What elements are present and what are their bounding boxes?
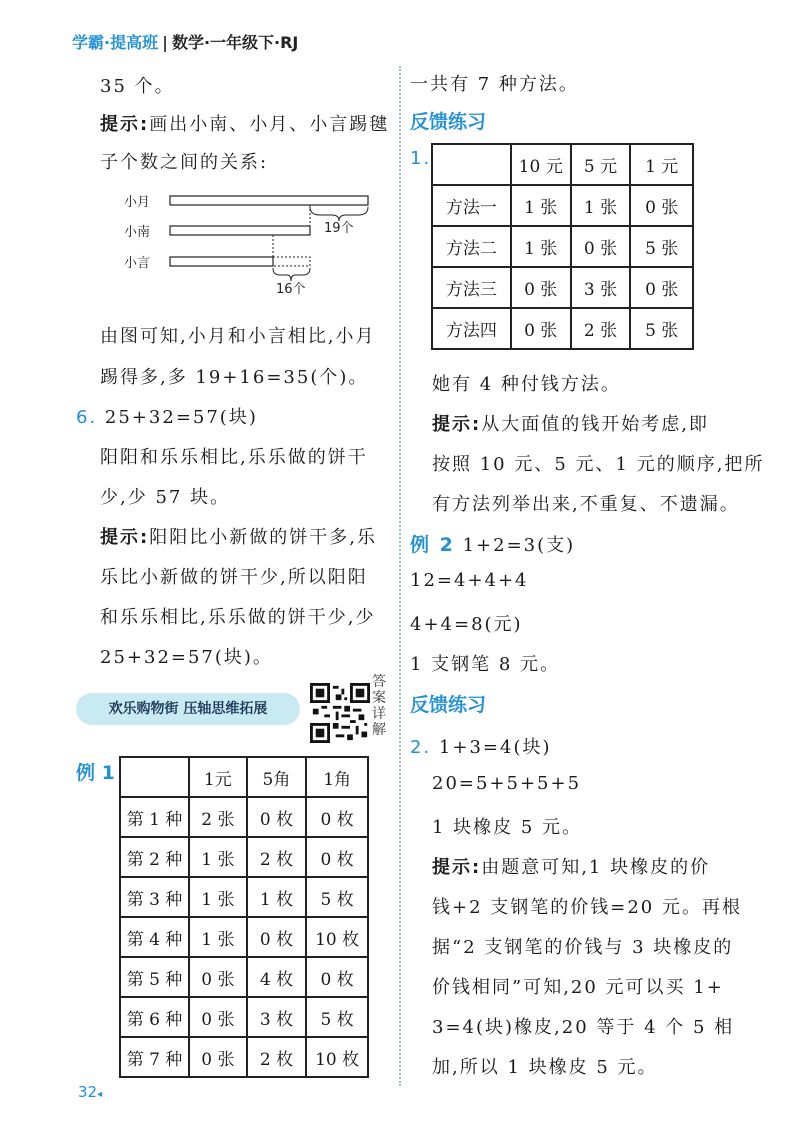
question-number: 6. (76, 407, 98, 428)
feedback-title-1: 反馈练习 (410, 111, 487, 133)
text-line: 阳阳和乐乐相比,乐乐做的饼干 (100, 447, 368, 468)
question-number-1: 1. (410, 148, 432, 169)
table-cell: 1元 (189, 757, 247, 797)
table-cell: 0 张 (511, 308, 571, 349)
table-cell: 方法一 (432, 185, 511, 226)
hint-text: 画出小南、小月、小言踢毽 (149, 114, 390, 135)
question-2 (410, 733, 552, 759)
table-cell: 1 张 (189, 877, 247, 917)
table-cell: 5 枚 (306, 877, 368, 917)
table-cell: 0 枚 (247, 917, 307, 957)
table-cell: 2 枚 (247, 1037, 307, 1077)
text-line: 价钱相同”可知,20 元可以买 1+ (432, 977, 724, 998)
text-line: 踢得多,多 19+16=35(个)。 (100, 367, 369, 388)
table-cell: 3 张 (571, 267, 631, 308)
hint-text: 由题意可知,1 块橡皮的价 (481, 857, 711, 878)
text-line: 有方法列举出来,不重复、不遗漏。 (432, 494, 740, 515)
table-cell: 5 张 (630, 226, 693, 267)
table-cell (120, 757, 189, 797)
text-line: 按照 10 元、5 元、1 元的顺序,把所 (432, 454, 765, 475)
table-cell: 第 2 种 (120, 837, 189, 877)
bar-xiaoyan (170, 257, 273, 266)
qr-label: 答案详解 (372, 674, 386, 738)
table-cell: 第 7 种 (120, 1037, 189, 1077)
table-cell: 方法二 (432, 226, 511, 267)
table-cell: 5 张 (630, 308, 693, 349)
table-row (120, 797, 368, 837)
table-row (432, 185, 693, 226)
table-cell: 4 枚 (247, 957, 307, 997)
table-cell: 方法三 (432, 267, 511, 308)
text-line: 35 个。 (100, 76, 175, 97)
text-line: 1 块橡皮 5 元。 (432, 817, 583, 838)
text-line: 她有 4 种付钱方法。 (432, 374, 621, 395)
page-header (72, 30, 298, 53)
diff-label-19: 19个 (324, 221, 354, 236)
text-line: 一共有 7 种方法。 (410, 74, 579, 95)
table-cell: 0 张 (630, 185, 693, 226)
hint-label: 提示: (432, 414, 482, 435)
table-cell: 1 张 (511, 185, 571, 226)
hint-paragraph (100, 110, 389, 136)
table-cell: 0 张 (630, 267, 693, 308)
example-2 (410, 530, 575, 557)
table-cell: 1 张 (189, 837, 247, 877)
table-cell: 1 张 (511, 226, 571, 267)
hint-label: 提示: (100, 114, 150, 135)
text-line: 钱+2 支钢笔的价钱=20 元。再根 (432, 897, 742, 918)
section-banner: 欢乐购物街 压轴思维拓展 (76, 693, 300, 725)
text-line: 子个数之间的关系: (100, 152, 269, 173)
table-cell: 0 张 (571, 226, 631, 267)
subject-title: 数学·一年级下·RJ (171, 33, 299, 52)
diff-label-16: 16个 (276, 282, 306, 297)
brace-top (310, 207, 368, 221)
coin-combination-table (119, 756, 369, 1078)
dashed-extension (273, 257, 310, 266)
bar-xiaonan (170, 226, 310, 235)
table-cell: 0 张 (189, 997, 247, 1037)
page-number-value: 32 (78, 1083, 98, 1101)
table-row (120, 837, 368, 877)
hint-text: 阳阳比小新做的饼干多,乐 (149, 527, 377, 548)
table-cell: 1 枚 (247, 877, 307, 917)
text-line: 12=4+4+4 (410, 570, 529, 591)
table-row (432, 308, 693, 349)
table-cell: 第 4 种 (120, 917, 189, 957)
table-cell: 0 张 (511, 267, 571, 308)
text-line: 和乐乐相比,乐乐做的饼干少,少 (100, 607, 376, 628)
hint-paragraph (100, 523, 377, 549)
table-cell: 第 3 种 (120, 877, 189, 917)
table-cell: 0 枚 (306, 797, 368, 837)
payment-methods-table (431, 143, 694, 350)
diagram-label-xiaoyue: 小月 (124, 195, 151, 210)
hint-text: 从大面值的钱开始考虑,即 (481, 414, 709, 435)
table-row (120, 877, 368, 917)
table-row (120, 1037, 368, 1077)
table-header-row (432, 144, 693, 185)
equation: 25+32=57(块) (104, 407, 258, 428)
table-cell: 5角 (247, 757, 307, 797)
text-line: 4+4=8(元) (410, 614, 523, 635)
table-cell: 0 枚 (306, 837, 368, 877)
table-row (120, 997, 368, 1037)
equation: 1+2=3(支) (462, 535, 576, 556)
table-cell: 0 枚 (247, 797, 307, 837)
table-cell: 第 6 种 (120, 997, 189, 1037)
header-separator: | (162, 33, 168, 52)
table-cell: 3 枚 (247, 997, 307, 1037)
table-cell: 2 张 (189, 797, 247, 837)
table-cell (432, 144, 511, 185)
bar-xiaoyue (170, 196, 368, 205)
qr-code[interactable] (310, 683, 370, 743)
example-2-label: 例 2 (410, 534, 455, 556)
question-6 (76, 403, 258, 429)
text-line: 少,少 57 块。 (100, 487, 231, 508)
table-cell: 0 张 (189, 1037, 247, 1077)
text-line: 据“2 支钢笔的价钱与 3 块橡皮的 (432, 937, 734, 958)
feedback-title-2: 反馈练习 (410, 694, 487, 716)
table-cell: 1 张 (189, 917, 247, 957)
text-line: 1 支钢笔 8 元。 (410, 654, 561, 675)
hint-label: 提示: (432, 857, 482, 878)
text-line: 由图可知,小月和小言相比,小月 (100, 326, 376, 347)
bar-diagram (110, 185, 380, 300)
column-divider (399, 66, 401, 1086)
table-row (120, 957, 368, 997)
table-cell: 10 枚 (306, 917, 368, 957)
table-cell: 方法四 (432, 308, 511, 349)
hint-label: 提示: (100, 527, 150, 548)
table-cell: 2 张 (571, 308, 631, 349)
hint-paragraph (432, 853, 710, 879)
table-cell: 0 枚 (306, 957, 368, 997)
equation: 1+3=4(块) (438, 737, 552, 758)
table-row (120, 917, 368, 957)
diagram-label-xiaoyan: 小言 (124, 256, 151, 271)
table-cell: 10 元 (511, 144, 571, 185)
table-row (432, 267, 693, 308)
hint-paragraph (432, 410, 709, 436)
table-cell: 第 5 种 (120, 957, 189, 997)
text-line: 加,所以 1 块橡皮 5 元。 (432, 1057, 658, 1078)
brand-title: 学霸·提高班 (72, 33, 159, 52)
table-cell: 1角 (306, 757, 368, 797)
text-line: 3=4(块)橡皮,20 等于 4 个 5 相 (432, 1017, 735, 1038)
diagram-label-xiaonan: 小南 (124, 225, 151, 240)
table-cell: 0 张 (189, 957, 247, 997)
table-cell: 2 枚 (247, 837, 307, 877)
page-number: 32◂ (78, 1083, 103, 1101)
table-cell: 5 元 (571, 144, 631, 185)
table-header-row (120, 757, 368, 797)
table-row (432, 226, 693, 267)
question-number: 2. (410, 737, 432, 758)
table-cell: 5 枚 (306, 997, 368, 1037)
brace-bottom (273, 268, 310, 281)
table-cell: 1 元 (630, 144, 693, 185)
text-line: 20=5+5+5+5 (432, 773, 582, 794)
table-cell: 10 枚 (306, 1037, 368, 1077)
text-line: 25+32=57(块)。 (100, 647, 273, 668)
table-cell: 1 张 (571, 185, 631, 226)
example-1-label: 例 1 (76, 762, 115, 784)
text-line: 乐比小新做的饼干少,所以阳阳 (100, 567, 368, 588)
table-cell: 第 1 种 (120, 797, 189, 837)
